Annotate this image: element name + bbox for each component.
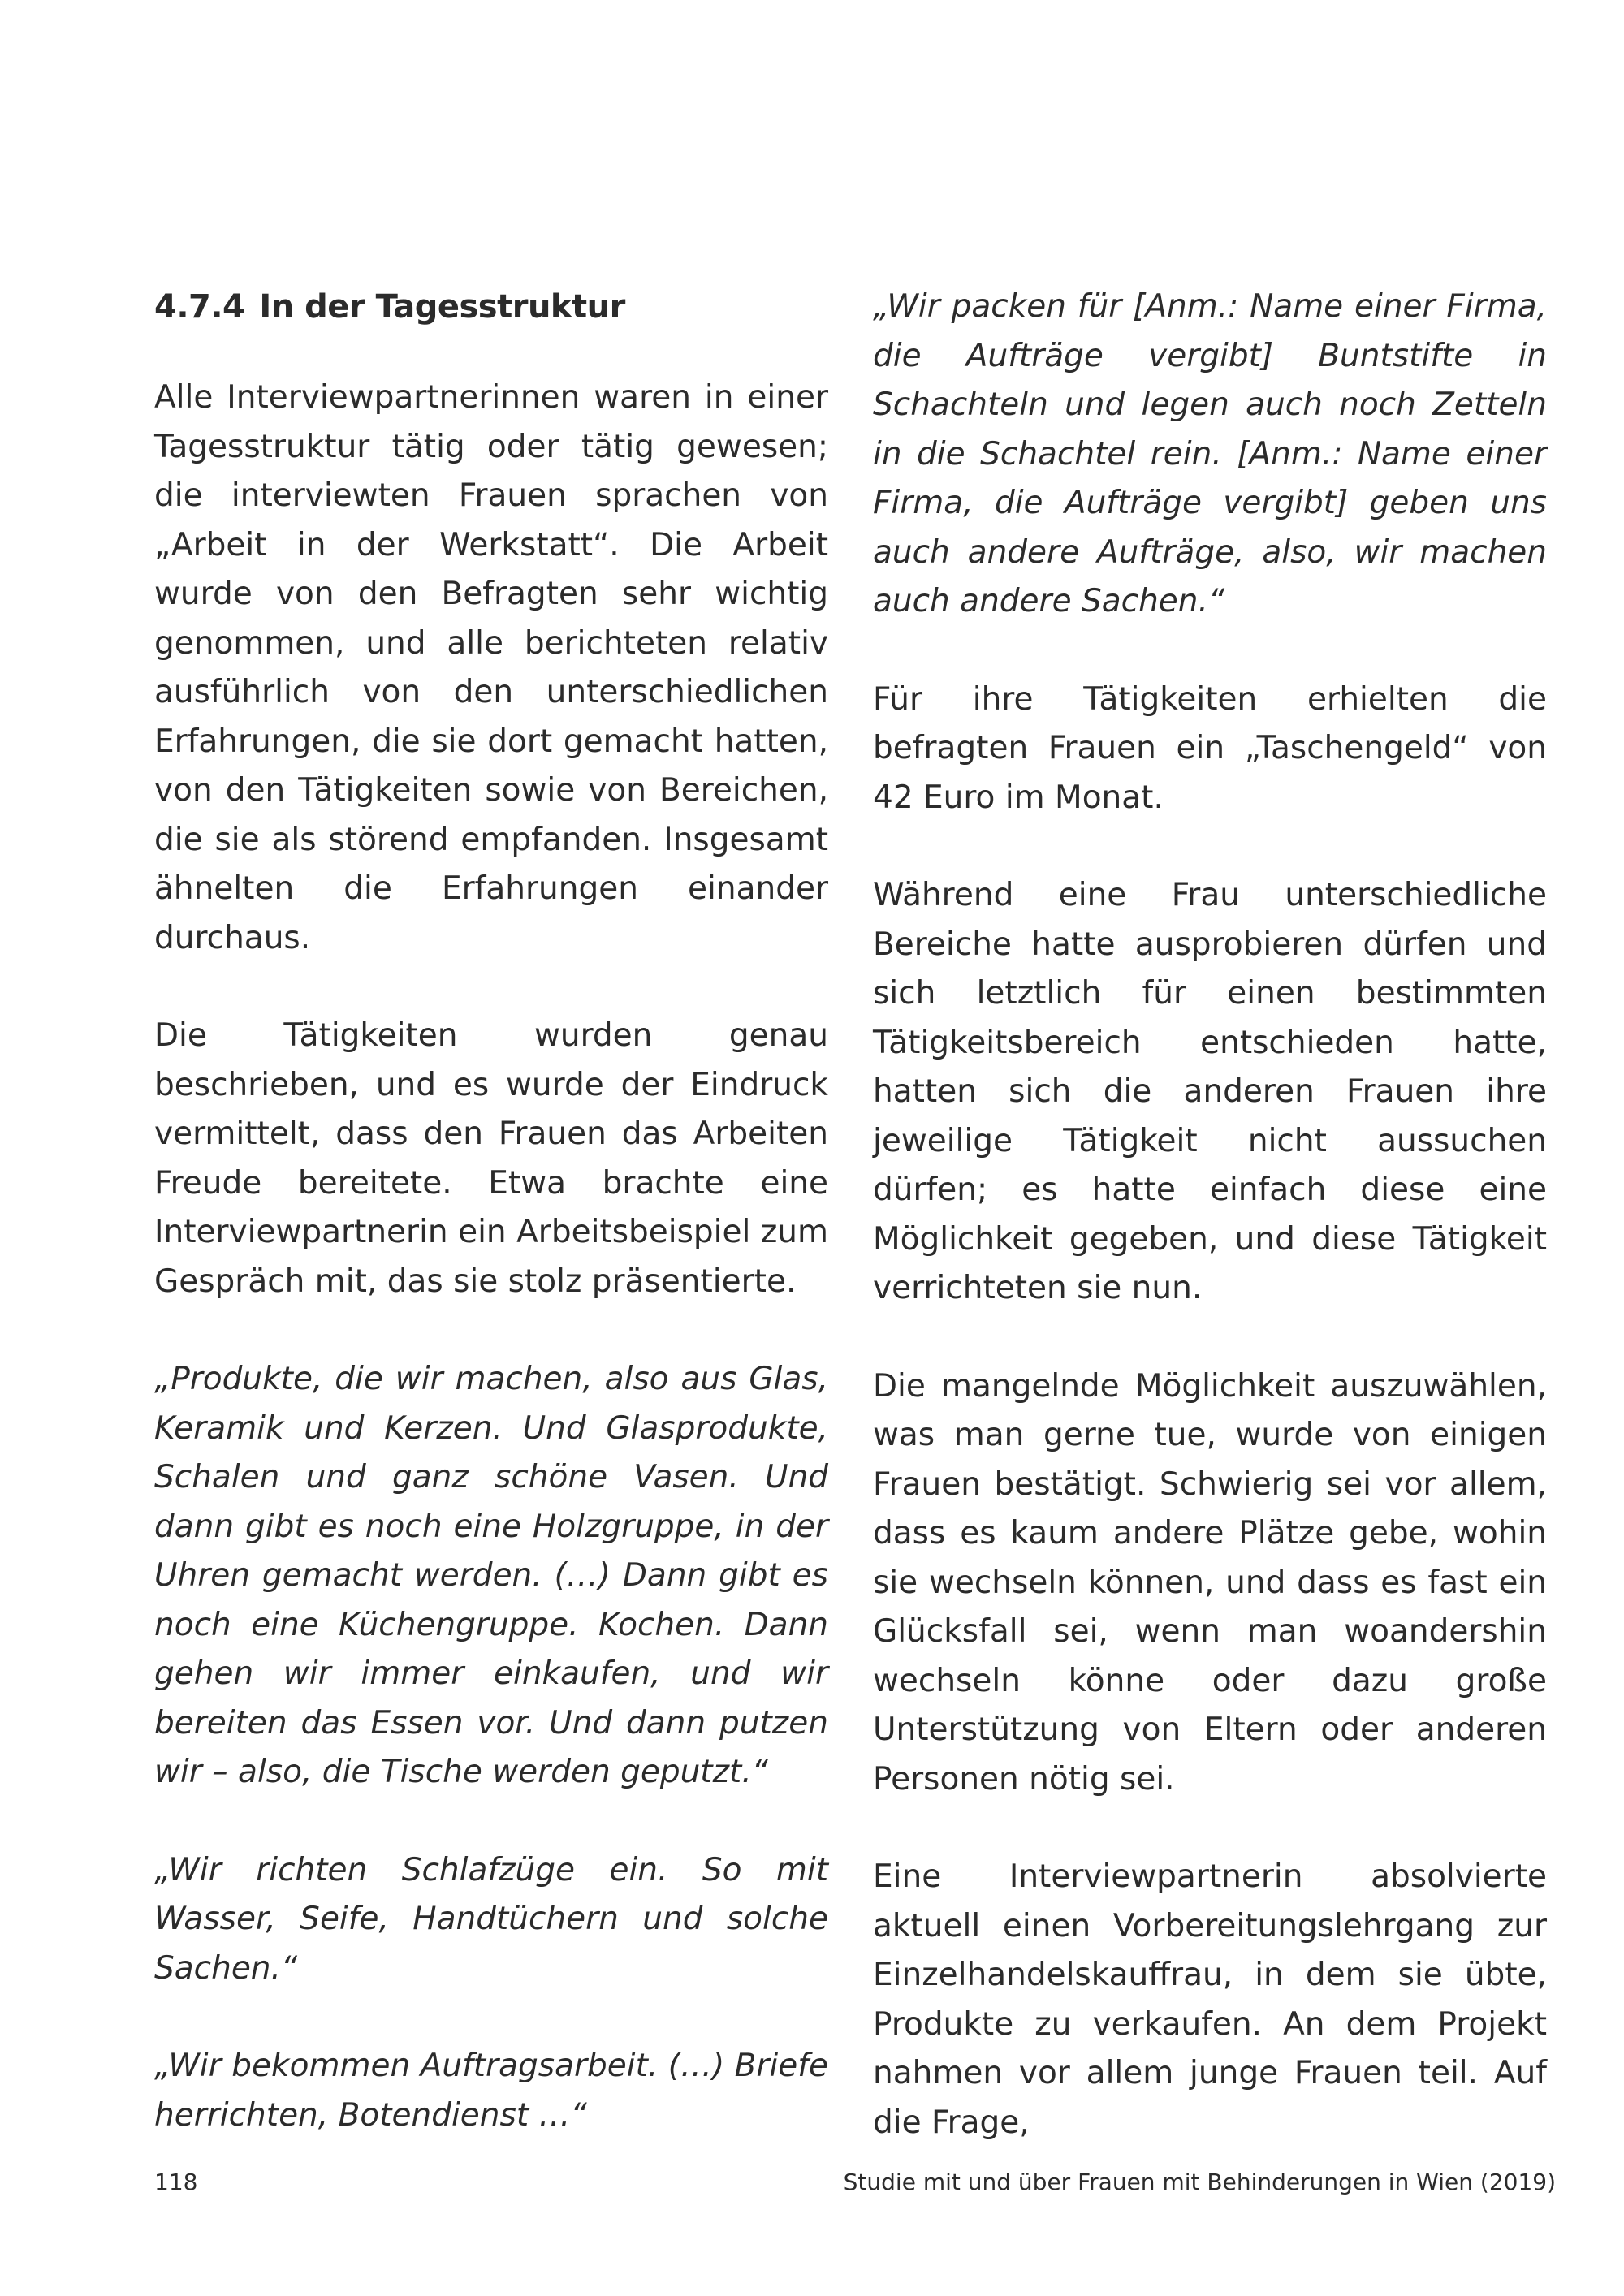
paragraph-training: Eine Interviewpartnerin absolvierte aktuell einen Vorbereitungslehrgang zur Einzelhandelskauffrau, in dem sie übte, Produkte zu verkaufen. An dem Projekt nahmen vor allem junge Frauen teil. Auf die Frage, xyxy=(873,1858,1547,2141)
paragraph-pocket-money: Für ihre Tätigkeiten erhielten die befragten Frauen ein „Taschengeld“ von 42 Euro im Monat. xyxy=(873,680,1547,816)
section-heading xyxy=(154,283,828,331)
section-title: In der Tagesstruktur xyxy=(259,288,625,326)
page-number: 118 xyxy=(154,2169,198,2195)
right-column xyxy=(873,283,1547,2147)
left-column xyxy=(154,283,828,2140)
interview-quote: „Wir bekommen Auftragsarbeit. (…) Briefe herrichten, Botendienst …“ xyxy=(154,2048,828,2134)
paragraph-activities: Die Tätigkeiten wurden genau beschrieben, und es wurde der Eindruck vermittelt, dass den Frauen das Arbeiten Freude bereitete. Etwa brachte eine Interviewpartnerin ein Arbeitsbeispiel zum Gespräch mit, das sie stolz präsentierte. xyxy=(154,1017,828,1300)
paragraph-limited-options: Die mangelnde Möglichkeit auszuwählen, was man gerne tue, wurde von einigen Frauen bestätigt. Schwierig sei vor allem, dass es kaum andere Plätze gebe, wohin sie wechseln können, und dass es fast ein Glücksfall sei, wenn man woandershin wechseln könne oder dazu große Unterstützung von Eltern oder anderen Personen nötig sei. xyxy=(873,1367,1547,1798)
paragraph-intro: Alle Interviewpartnerinnen waren in einer Tagesstruktur tätig oder tätig gewesen; die interviewten Frauen sprachen von „Arbeit in der Werkstatt“. Die Arbeit wurde von den Befragten sehr wichtig genommen, und alle berichteten relativ ausführlich von den unterschiedlichen Erfahrungen, die sie dort gemacht hatten, von den Tätigkeiten sowie von Bereichen, die sie als störend empfanden. Insgesamt ähnelten die Erfahrungen einander durchaus. xyxy=(154,379,828,956)
running-footer-title: Studie mit und über Frauen mit Behinderungen in Wien (2019) xyxy=(843,2169,1556,2195)
interview-quote: „Wir packen für [Anm.: Name einer Firma, die Aufträge vergibt] Buntstifte in Schachteln und legen auch noch Zetteln in die Schachtel rein. [Anm.: Name einer Firma, die Aufträge vergibt] geben uns auch andere Aufträge, also, wir machen auch andere Sachen.“ xyxy=(873,288,1547,619)
interview-quote: „Wir richten Schlafzüge ein. So mit Wasser, Seife, Handtüchern und solche Sachen.“ xyxy=(154,1851,828,1987)
paragraph-choice: Während eine Frau unterschiedliche Bereiche hatte ausprobieren dürfen und sich letztlich für einen bestimmten Tätigkeitsbereich entschieden hatte, hatten sich die anderen Frauen ihre jeweilige Tätigkeit nicht aussuchen dürfen; es hatte einfach diese eine Möglichkeit gegeben, und diese Tätigkeit verrichteten sie nun. xyxy=(873,877,1547,1306)
section-number: 4.7.4 xyxy=(154,288,245,326)
interview-quote: „Produkte, die wir machen, also aus Glas, Keramik und Kerzen. Und Glasprodukte, Schalen und ganz schöne Vasen. Und dann gibt es noch eine Holzgruppe, in der Uhren gemacht werden. (…) Dann gibt es noch eine Küchengruppe. Kochen. Dann gehen wir immer einkaufen, und wir bereiten das Essen vor. Und dann putzen wir – also, die Tische werden geputzt.“ xyxy=(154,1361,828,1790)
